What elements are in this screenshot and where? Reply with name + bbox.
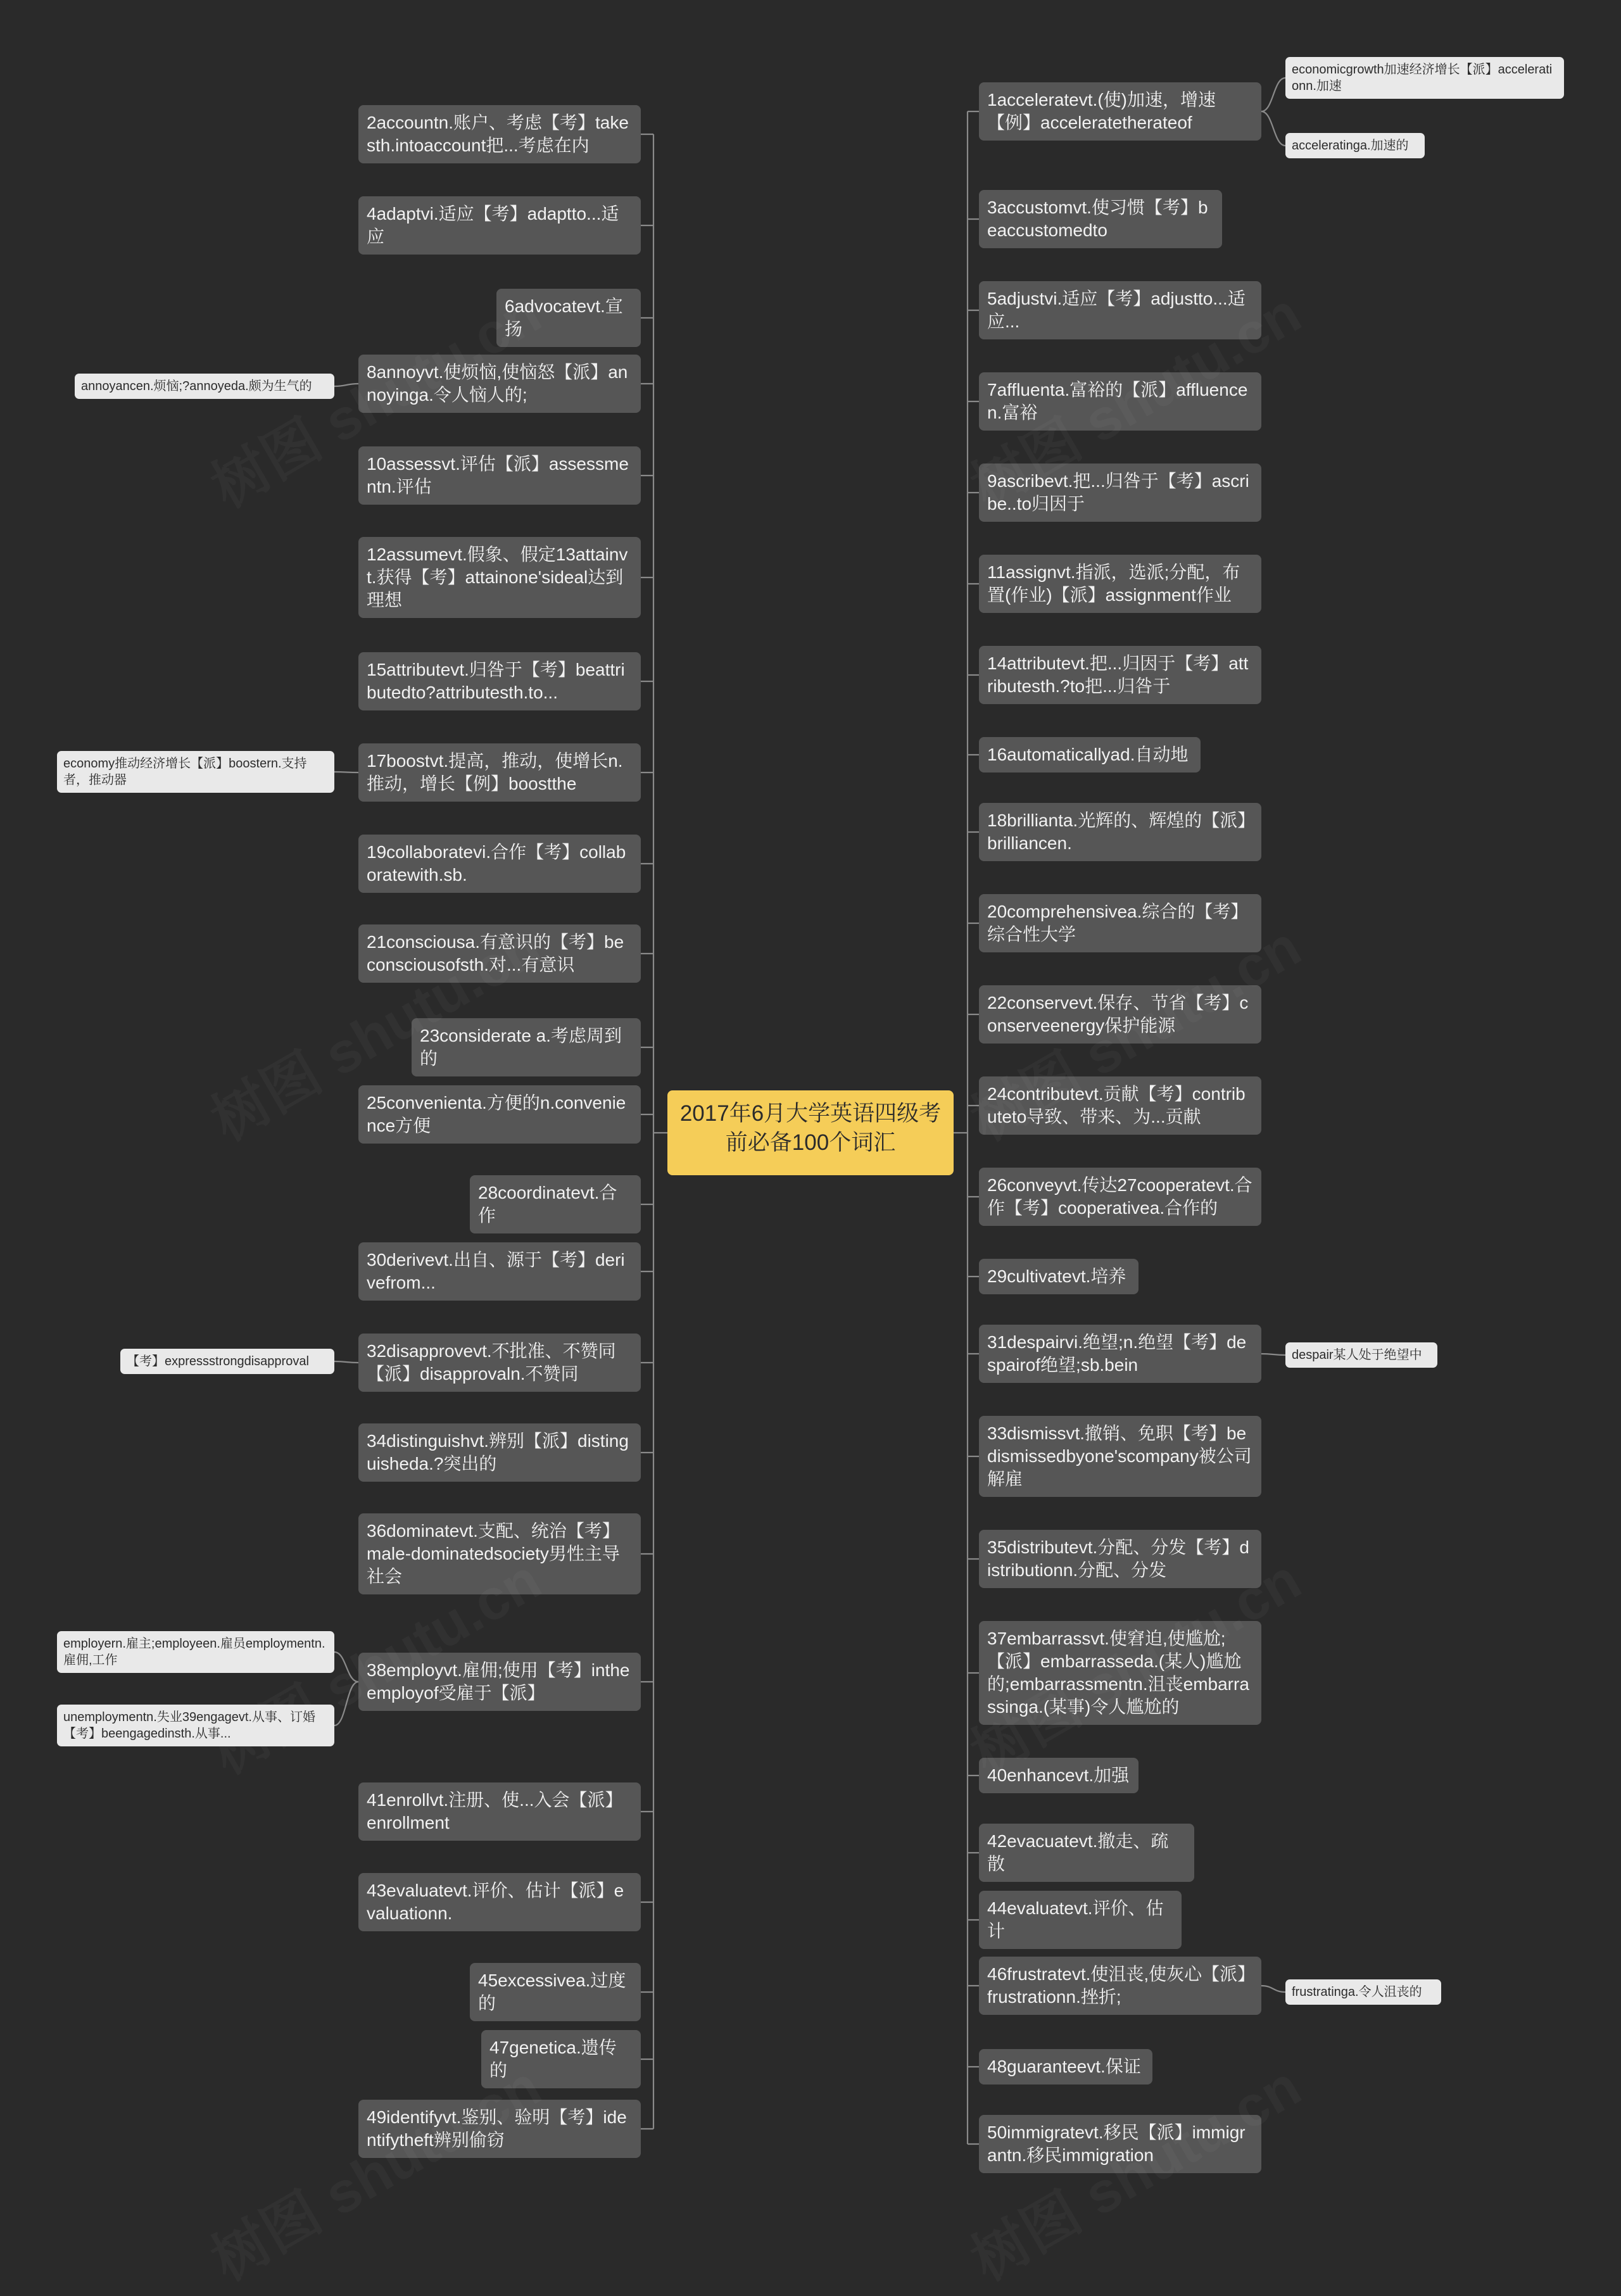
topic-node-right[interactable]: 18brillianta.光辉的、辉煌的【派】brilliancen. [979, 803, 1261, 861]
topic-node-right[interactable]: 40enhancevt.加强 [979, 1758, 1138, 1793]
topic-node-left[interactable]: 49identifyvt.鉴别、验明【考】identifytheft辨别偷窃 [358, 2100, 641, 2158]
topic-node-left[interactable]: 19collaboratevi.合作【考】collaboratewith.sb. [358, 835, 641, 893]
connector [334, 1682, 358, 1725]
topic-node-right[interactable]: 22conservevt.保存、节省【考】conserveenergy保护能源 [979, 985, 1261, 1044]
connector [334, 384, 358, 386]
subtopic-leaf-right[interactable]: despair某人处于绝望中 [1285, 1342, 1437, 1368]
topic-node-left[interactable]: 43evaluatevt.评价、估计【派】evaluationn. [358, 1873, 641, 1931]
subtopic-leaf-left[interactable]: economy推动经济增长【派】boostern.支持者，推动器 [57, 751, 334, 793]
topic-node-left[interactable]: 32disapprovevt.不批准、不赞同【派】disapprovaln.不赞同 [358, 1334, 641, 1392]
topic-node-left[interactable]: 10assessvt.评估【派】assessmentn.评估 [358, 446, 641, 505]
subtopic-leaf-right[interactable]: acceleratinga.加速的 [1285, 133, 1425, 158]
root-topic[interactable]: 2017年6月大学英语四级考前必备100个词汇 [667, 1090, 954, 1175]
connector [1261, 111, 1285, 146]
topic-node-left[interactable]: 21consciousa.有意识的【考】beconsciousofsth.对...有意识 [358, 924, 641, 983]
topic-node-left[interactable]: 6advocatevt.宣扬 [496, 289, 641, 347]
topic-node-left[interactable]: 38employvt.雇佣;使用【考】intheemployof受雇于【派】 [358, 1653, 641, 1711]
topic-node-right[interactable]: 5adjustvi.适应【考】adjustto...适应... [979, 281, 1261, 339]
topic-node-right[interactable]: 26conveyvt.传达27cooperatevt.合作【考】cooperativea.合作的 [979, 1168, 1261, 1226]
connector [1261, 1986, 1285, 1992]
topic-node-left[interactable]: 2accountn.账户、考虑【考】takesth.intoaccount把...考虑在内 [358, 105, 641, 163]
topic-node-right[interactable]: 11assignvt.指派，选派;分配，布置(作业)【派】assignment作业 [979, 555, 1261, 613]
topic-node-right[interactable]: 35distributevt.分配、分发【考】distributionn.分配、分发 [979, 1530, 1261, 1588]
subtopic-leaf-left[interactable]: unemploymentn.失业39engagevt.从事、订婚【考】beengagedinsth.从事... [57, 1705, 334, 1746]
connector [334, 1361, 358, 1363]
topic-node-right[interactable]: 24contributevt.贡献【考】contributeto导致、带来、为...贡献 [979, 1076, 1261, 1135]
topic-node-left[interactable]: 25convenienta.方便的n.convenience方便 [358, 1085, 641, 1144]
topic-node-right[interactable]: 33dismissvt.撤销、免职【考】bedismissedbyone'scompany被公司解雇 [979, 1416, 1261, 1497]
topic-node-right[interactable]: 42evacuatevt.撤走、疏散 [979, 1824, 1194, 1882]
topic-node-left[interactable]: 4adaptvi.适应【考】adaptto...适应 [358, 196, 641, 255]
topic-node-right[interactable]: 20comprehensivea.综合的【考】综合性大学 [979, 894, 1261, 952]
topic-node-left[interactable]: 36dominatevt.支配、统治【考】male-dominatedsociety男性主导社会 [358, 1513, 641, 1594]
subtopic-leaf-right[interactable]: frustratinga.令人沮丧的 [1285, 1979, 1441, 2005]
topic-node-left[interactable]: 28coordinatevt.合作 [470, 1175, 641, 1233]
topic-node-left[interactable]: 34distinguishvt.辨别【派】distinguisheda.?突出的 [358, 1423, 641, 1482]
topic-node-left[interactable]: 47genetica.遗传的 [481, 2030, 641, 2088]
topic-node-left[interactable]: 45excessivea.过度的 [470, 1963, 641, 2021]
topic-node-left[interactable]: 12assumevt.假象、假定13attainvt.获得【考】attainone'sideal达到理想 [358, 537, 641, 618]
subtopic-leaf-left[interactable]: 【考】expressstrongdisapproval [120, 1349, 334, 1374]
subtopic-leaf-right[interactable]: economicgrowth加速经济增长【派】accelerationn.加速 [1285, 57, 1564, 99]
topic-node-right[interactable]: 50immigratevt.移民【派】immigrantn.移民immigration [979, 2115, 1261, 2173]
topic-node-right[interactable]: 3accustomvt.使习惯【考】beaccustomedto [979, 190, 1222, 248]
topic-node-right[interactable]: 29cultivatevt.培养 [979, 1259, 1138, 1294]
topic-node-right[interactable]: 14attributevt.把...归因于【考】attributesth.?to把...归咎于 [979, 646, 1261, 704]
topic-node-right[interactable]: 9ascribevt.把...归咎于【考】ascribe..to归因于 [979, 464, 1261, 522]
topic-node-right[interactable]: 48guaranteevt.保证 [979, 2049, 1152, 2085]
topic-node-left[interactable]: 23considerate a.考虑周到的 [412, 1018, 641, 1076]
connector [1261, 1354, 1285, 1355]
connector [334, 772, 358, 773]
topic-node-left[interactable]: 17boostvt.提高，推动，使增长n.推动，增长【例】boostthe [358, 743, 641, 802]
topic-node-right[interactable]: 44evaluatevt.评价、估计 [979, 1891, 1182, 1949]
connector [1261, 78, 1285, 111]
topic-node-left[interactable]: 30derivevt.出自、源于【考】derivefrom... [358, 1242, 641, 1301]
topic-node-right[interactable]: 37embarrassvt.使窘迫,使尴尬;【派】embarrasseda.(某人)尴尬的;embarrassmentn.沮丧embarrassinga.(某事)令人尴尬的 [979, 1621, 1261, 1725]
subtopic-leaf-left[interactable]: employern.雇主;employeen.雇员employmentn.雇佣,工作 [57, 1631, 334, 1673]
topic-node-left[interactable]: 41enrollvt.注册、使...入会【派】enrollment [358, 1782, 641, 1841]
topic-node-right[interactable]: 31despairvi.绝望;n.绝望【考】despairof绝望;sb.bein [979, 1325, 1261, 1383]
topic-node-left[interactable]: 15attributevt.归咎于【考】beattributedto?attributesth.to... [358, 652, 641, 710]
topic-node-right[interactable]: 16automaticallyad.自动地 [979, 737, 1201, 773]
connector [334, 1652, 358, 1682]
topic-node-right[interactable]: 46frustratevt.使沮丧,使灰心【派】frustrationn.挫折; [979, 1957, 1261, 2015]
topic-node-right[interactable]: 1acceleratevt.(使)加速，增速【例】acceleratetherateof [979, 82, 1261, 141]
subtopic-leaf-left[interactable]: annoyancen.烦恼;?annoyeda.颇为生气的 [75, 374, 334, 399]
topic-node-left[interactable]: 8annoyvt.使烦恼,使恼怒【派】annoyinga.令人恼人的; [358, 355, 641, 413]
topic-node-right[interactable]: 7affluenta.富裕的【派】affluencen.富裕 [979, 372, 1261, 431]
